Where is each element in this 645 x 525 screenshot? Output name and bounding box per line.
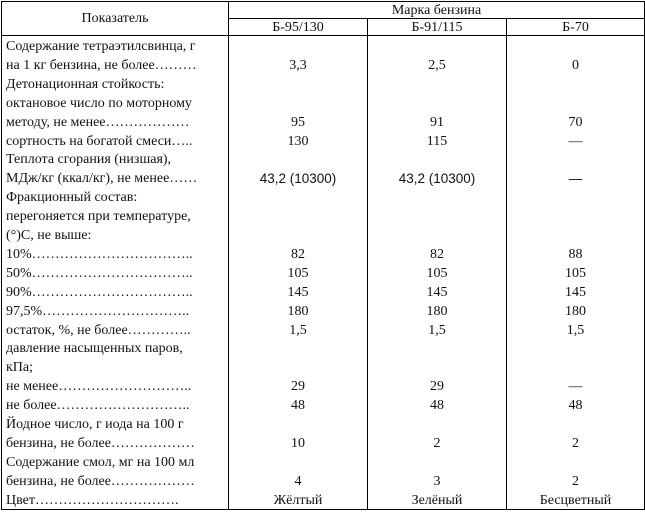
value-cell — [229, 74, 368, 93]
parameter-cell: Фракционный состав: — [2, 187, 229, 206]
parameter-cell: (°)С, не выше: — [2, 225, 229, 244]
table-row — [2, 36, 645, 55]
parameter-cell: Йодное число, г иода на 100 г — [2, 414, 229, 433]
table-row — [2, 244, 645, 263]
value-cell: 70 — [507, 112, 645, 131]
value-cell — [229, 187, 368, 206]
value-cell: 105 — [368, 263, 507, 282]
value-cell — [368, 452, 507, 471]
value-cell — [229, 357, 368, 376]
value-cell: 4 — [229, 471, 368, 490]
table-row — [2, 471, 645, 490]
table-row — [2, 187, 645, 206]
parameter-header: Показатель — [2, 2, 229, 36]
parameter-cell: 50%…………………………….. — [2, 263, 229, 282]
value-cell: 29 — [229, 376, 368, 395]
parameter-cell: бензина, не более……………… — [2, 471, 229, 490]
value-cell: — — [507, 376, 645, 395]
value-cell — [368, 414, 507, 433]
value-cell: 82 — [368, 244, 507, 263]
value-cell: 2 — [507, 471, 645, 490]
table-row — [2, 433, 645, 452]
value-cell: Бесцветный — [507, 490, 645, 510]
parameter-cell: 97,5%………………………….. — [2, 301, 229, 320]
value-cell — [368, 225, 507, 244]
value-cell: 180 — [507, 301, 645, 320]
value-cell — [507, 36, 645, 55]
value-cell — [368, 206, 507, 225]
value-cell — [368, 150, 507, 169]
value-cell: 0 — [507, 55, 645, 74]
grade-header: Б-95/130 — [229, 19, 368, 36]
table-row — [2, 282, 645, 301]
table-row — [2, 452, 645, 471]
parameter-cell: октановое число по моторному — [2, 93, 229, 112]
value-cell: — — [507, 168, 645, 187]
parameter-cell: сортность на богатой смеси….. — [2, 131, 229, 150]
value-cell: 10 — [229, 433, 368, 452]
table-row — [2, 150, 645, 169]
value-cell — [507, 357, 645, 376]
parameter-cell: Детонационная стойкость: — [2, 74, 229, 93]
value-cell: 1,5 — [368, 320, 507, 339]
value-cell — [368, 187, 507, 206]
value-cell: 82 — [229, 244, 368, 263]
value-cell — [229, 452, 368, 471]
table-row — [2, 225, 645, 244]
table-row — [2, 339, 645, 358]
table-row — [2, 168, 645, 187]
parameter-cell: Содержание тетраэтилсвинца, г — [2, 36, 229, 55]
value-cell: 48 — [229, 395, 368, 414]
table-header — [2, 2, 645, 36]
value-cell: 115 — [368, 131, 507, 150]
value-cell — [507, 74, 645, 93]
parameter-cell: остаток, %, не более………….. — [2, 320, 229, 339]
value-cell — [229, 414, 368, 433]
parameter-cell: МДж/кг (ккал/кг), не менее…… — [2, 168, 229, 187]
table-row — [2, 93, 645, 112]
value-cell: — — [507, 131, 645, 150]
value-cell: Зелёный — [368, 490, 507, 510]
value-cell: 1,5 — [507, 320, 645, 339]
value-cell — [507, 225, 645, 244]
parameter-cell: 90%…………………………….. — [2, 282, 229, 301]
parameter-cell: давление насыщенных паров, — [2, 339, 229, 358]
parameter-cell: на 1 кг бензина, не более……… — [2, 55, 229, 74]
value-cell: 43,2 (10300) — [229, 168, 368, 187]
value-cell — [507, 93, 645, 112]
value-cell — [507, 206, 645, 225]
value-cell — [368, 36, 507, 55]
value-cell: 1,5 — [229, 320, 368, 339]
table-row — [2, 301, 645, 320]
value-cell: 43,2 (10300) — [368, 168, 507, 187]
table-row — [2, 395, 645, 414]
value-cell — [368, 74, 507, 93]
table-row — [2, 112, 645, 131]
value-cell: 48 — [368, 395, 507, 414]
value-cell: 130 — [229, 131, 368, 150]
value-cell — [507, 414, 645, 433]
table-row — [2, 320, 645, 339]
grade-header: Б-91/115 — [368, 19, 507, 36]
value-cell: 3 — [368, 471, 507, 490]
value-cell: 2,5 — [368, 55, 507, 74]
value-cell — [368, 339, 507, 358]
value-cell — [368, 93, 507, 112]
table-row — [2, 263, 645, 282]
parameter-cell: не менее……………………….. — [2, 376, 229, 395]
table-row — [2, 206, 645, 225]
parameter-cell: перегоняется при температуре, — [2, 206, 229, 225]
value-cell — [507, 339, 645, 358]
value-cell — [229, 206, 368, 225]
value-cell — [507, 452, 645, 471]
value-cell: Жёлтый — [229, 490, 368, 510]
value-cell — [229, 339, 368, 358]
value-cell: 95 — [229, 112, 368, 131]
value-cell — [368, 357, 507, 376]
value-cell: 105 — [507, 263, 645, 282]
table-body — [2, 36, 645, 510]
value-cell — [507, 187, 645, 206]
value-cell: 3,3 — [229, 55, 368, 74]
value-cell: 2 — [368, 433, 507, 452]
value-cell — [229, 93, 368, 112]
value-cell: 145 — [229, 282, 368, 301]
table-row — [2, 131, 645, 150]
value-cell: 2 — [507, 433, 645, 452]
parameter-cell: Теплота сгорания (низшая), — [2, 150, 229, 169]
table-row — [2, 74, 645, 93]
gasoline-grades-table — [1, 1, 645, 510]
grade-header: Б-70 — [507, 19, 645, 36]
value-cell: 88 — [507, 244, 645, 263]
parameter-cell: не более……………………….. — [2, 395, 229, 414]
parameter-cell: Цвет…………………………. — [2, 490, 229, 510]
value-cell: 48 — [507, 395, 645, 414]
table-row — [2, 55, 645, 74]
value-cell — [229, 225, 368, 244]
table-row — [2, 414, 645, 433]
parameter-cell: Содержание смол, мг на 100 мл — [2, 452, 229, 471]
value-cell: 29 — [368, 376, 507, 395]
parameter-cell: методу, не менее……………… — [2, 112, 229, 131]
value-cell: 105 — [229, 263, 368, 282]
table-row — [2, 490, 645, 510]
value-cell — [507, 150, 645, 169]
value-cell: 180 — [368, 301, 507, 320]
parameter-cell: бензина, не более……………… — [2, 433, 229, 452]
parameter-cell: кПа; — [2, 357, 229, 376]
value-cell: 180 — [229, 301, 368, 320]
parameter-cell: 10%…………………………….. — [2, 244, 229, 263]
value-cell — [229, 150, 368, 169]
table-row — [2, 376, 645, 395]
table-row — [2, 357, 645, 376]
grade-group-header: Марка бензина — [229, 2, 645, 19]
value-cell — [229, 36, 368, 55]
value-cell: 145 — [507, 282, 645, 301]
value-cell: 91 — [368, 112, 507, 131]
value-cell: 145 — [368, 282, 507, 301]
